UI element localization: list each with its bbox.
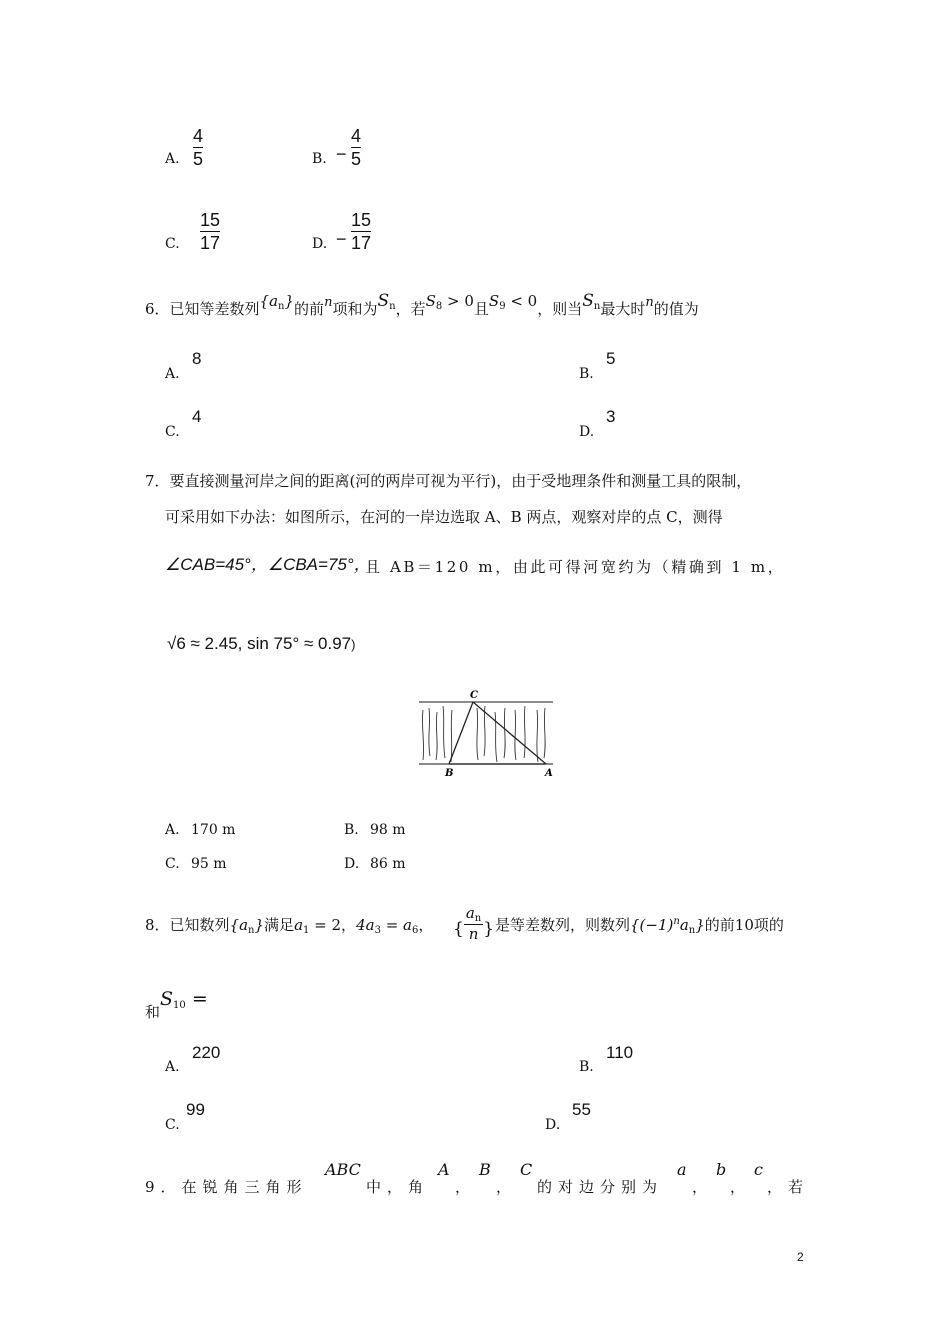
q9-side-c: c: [754, 1160, 763, 1179]
q8-option-d-value: 55: [572, 1100, 591, 1119]
q9-text-3: 的对边分别为: [537, 1178, 664, 1196]
q7-option-b-label: B.: [344, 822, 359, 838]
q6-n: n: [324, 295, 333, 310]
q6-text-5: 且: [473, 300, 489, 318]
q6-an: $\{a_n\}$: [259, 292, 295, 312]
q7-option-a-value: 170 m: [191, 822, 236, 838]
q6-text-1: 6．已知等差数列: [145, 300, 260, 318]
q9-text-1: 9．在锐角三角形: [145, 1178, 308, 1196]
q6-option-b-label: B.: [579, 366, 594, 382]
figure-label-b: B: [445, 768, 454, 778]
q6-text-2: 的前: [294, 300, 325, 318]
q9-comma-3: ，: [692, 1178, 708, 1196]
q6-option-a-label: A.: [165, 366, 180, 382]
q8-option-b-value: 110: [606, 1043, 634, 1062]
q6-text-3: 项和为: [332, 300, 378, 318]
q8-s10: $S_{10}$ =: [160, 988, 208, 1011]
q8-comma-2: ，: [418, 916, 434, 934]
q6-sn: $S_n$: [377, 291, 396, 312]
q7-option-c-label: C.: [165, 856, 180, 872]
q8-text-1: 8．已知数列: [145, 916, 230, 934]
q8-stem: [145, 914, 433, 936]
q9-side-a: a: [677, 1160, 687, 1179]
q5-option-b-label: B.: [312, 151, 327, 167]
q8-option-c-label: C.: [165, 1117, 180, 1133]
q7-line-3: 且 AB＝120 m，由此可得河宽约为（精确到 1 m，: [365, 558, 786, 576]
q8-stem-2: [495, 914, 784, 936]
q7-angles: ∠CAB=45°，∠CBA=75°，: [165, 555, 371, 574]
q5-option-c-label: C.: [165, 236, 180, 252]
q7-hint: [167, 634, 355, 654]
q8-text-4: 的前10项的: [704, 916, 784, 934]
q6-option-d-label: D.: [579, 424, 595, 440]
q5-option-d-fraction: 15 17: [351, 210, 372, 253]
q7-option-c-value: 95 m: [191, 856, 227, 872]
q6-text-4: ，若: [395, 300, 426, 318]
q7-option-b-value: 98 m: [370, 822, 406, 838]
q6-option-a-value: 8: [192, 349, 202, 368]
q8-option-c-value: 99: [186, 1100, 205, 1119]
q9-comma-4: ，: [730, 1178, 746, 1196]
q5-option-b-sign: −: [336, 144, 347, 164]
q9-comma-1: ，: [455, 1178, 471, 1196]
q7-option-a-label: A.: [165, 822, 180, 838]
q5-option-c-fraction: 15 17: [200, 210, 221, 253]
q7-line-2: 可采用如下办法：如图所示，在河的一岸边选取 A、B 两点，观察对岸的点 C，测得: [165, 508, 723, 526]
q7-hint-text: √6 ≈ 2.45, sin 75° ≈ 0.97: [167, 634, 352, 653]
q6-option-c-value: 4: [192, 407, 202, 426]
q5-option-d-label: D.: [312, 236, 328, 252]
q6-s8: $S_8 > 0$: [425, 292, 474, 312]
q8-seq-2: $\{(-1)^na_n\}$: [630, 916, 705, 936]
q6-option-c-label: C.: [165, 424, 180, 440]
q8-comma-1: ，: [341, 916, 357, 934]
q7-line-1: 7．要直接测量河岸之间的距离(河的两岸可视为平行)，由于受地理条件和测量工具的限制，: [145, 472, 752, 490]
q8-a1: $a_1 = 2$: [294, 916, 342, 936]
q8-option-b-label: B.: [579, 1059, 594, 1075]
figure-label-c: C: [470, 690, 478, 701]
q9-side-b: b: [716, 1160, 727, 1179]
q6-option-d-value: 3: [606, 407, 616, 426]
q8-a3-a6: $4a_3 = a_6$: [356, 916, 419, 936]
q9-comma-2: ，: [496, 1178, 512, 1196]
q8-option-d-label: D.: [545, 1117, 561, 1133]
q6-text-6: ，则当: [537, 300, 583, 318]
q5-option-b-fraction: 4 5: [351, 126, 362, 169]
q9-text-4: ，若: [767, 1178, 810, 1196]
q8-option-a-value: 220: [192, 1043, 221, 1062]
q6-sn-2: $S_n$: [582, 291, 601, 312]
q8-text-2: 满足: [264, 916, 295, 934]
q9-text-2: 中，角: [366, 1178, 430, 1196]
q8-he: 和: [145, 1003, 161, 1021]
q8-seq: $\{a_n\}$: [229, 916, 265, 936]
q5-option-a-fraction: 4 5: [193, 126, 204, 169]
q8-option-a-label: A.: [165, 1059, 180, 1075]
figure-label-a: A: [545, 768, 553, 778]
q9-abc: ABC: [325, 1160, 361, 1179]
q5-option-a-label: A.: [165, 151, 180, 167]
q6-stem: [145, 291, 699, 320]
q5-option-d-sign: −: [336, 229, 347, 249]
q6-text-7: 最大时: [600, 300, 646, 318]
q7-option-d-label: D.: [344, 856, 360, 872]
q7-option-d-value: 86 m: [370, 856, 406, 872]
q9-angle-a: A: [438, 1160, 450, 1179]
q7-hint-close: ): [351, 637, 356, 652]
q6-text-8: 的值为: [653, 300, 699, 318]
q6-option-b-value: 5: [606, 349, 616, 368]
q6-s9: $S_9 < 0$: [488, 292, 538, 312]
page-number: 2: [797, 1250, 804, 1264]
q6-n-2: n: [645, 295, 654, 310]
q9-angle-b: B: [479, 1160, 491, 1179]
q9-angle-c: C: [520, 1160, 533, 1179]
q8-fraction: { $\frac{a_n}{n}$ }: [453, 904, 495, 943]
q8-line-2: [145, 988, 208, 1023]
q8-text-3: 是等差数列，则数列: [495, 916, 631, 934]
river-figure: [415, 686, 555, 778]
